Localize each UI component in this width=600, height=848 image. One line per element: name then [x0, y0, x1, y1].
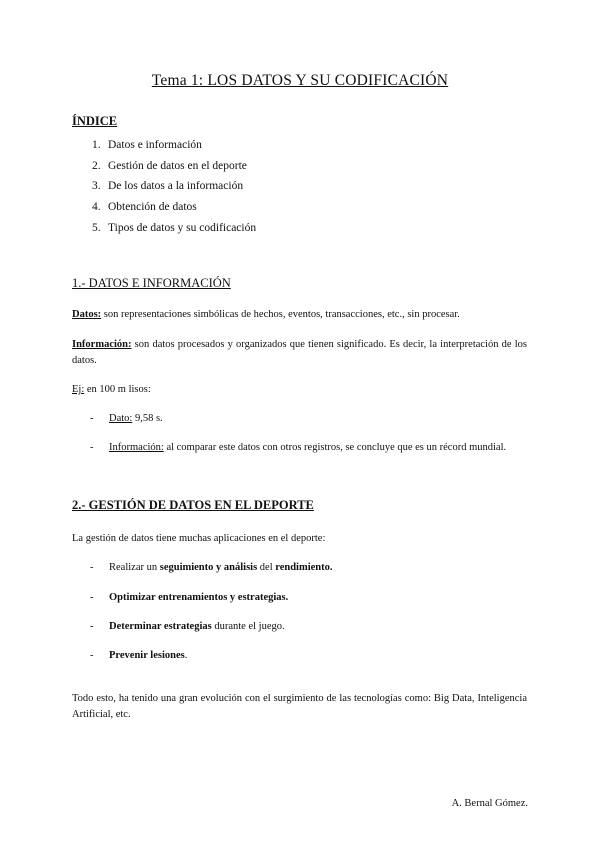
datos-term: Datos: — [72, 309, 102, 320]
index-item-label: Obtención de datos — [108, 201, 197, 214]
index-list — [92, 135, 256, 238]
bullet-plain: Realizar un — [109, 562, 160, 573]
index-heading: ÍNDICE — [72, 114, 118, 128]
bullet-plain: durante el juego. — [211, 621, 285, 632]
datos-definition — [72, 307, 527, 323]
index-item — [92, 176, 256, 197]
section-2-heading: 2.- GESTIÓN DE DATOS EN EL DEPORTE — [72, 498, 314, 512]
bullet-body: al comparar este datos con otros registros, se concluye que es un récord mundial. — [163, 442, 507, 453]
section-1-heading: 1.- DATOS E INFORMACIÓN — [72, 276, 231, 290]
bullet-text — [109, 560, 527, 576]
bullet-plain: . — [184, 650, 188, 661]
bullet-dash: - — [90, 592, 94, 603]
index-item-label: Gestión de datos en el deporte — [108, 159, 247, 172]
bullet-text — [109, 619, 527, 635]
bullet-term: Información: — [109, 442, 164, 453]
index-item-number: 5. — [92, 221, 101, 234]
section-2-intro: La gestión de datos tiene muchas aplicaciones en el deporte: — [72, 533, 326, 544]
bullet-dash: - — [90, 650, 94, 661]
informacion-definition — [72, 337, 527, 368]
bullet-text — [109, 590, 527, 606]
document-title: Tema 1: LOS DATOS Y SU CODIFICACIÓN — [151, 72, 449, 89]
bullet-body: 9,58 s. — [132, 413, 163, 424]
informacion-text: son datos procesados y organizados que tienen significado. Es decir, la interpretación de los datos. — [72, 339, 527, 366]
index-item-label: Datos e información — [108, 139, 202, 151]
bullet-term: Dato: — [109, 413, 133, 424]
bullet-bold: Prevenir lesiones — [109, 650, 185, 661]
author-signature: A. Bernal Gómez. — [451, 798, 528, 809]
index-item — [92, 197, 256, 218]
section-2-closing: Todo esto, ha tenido una gran evolución con el surgimiento de las tecnologías como: Big Data, Inteligencia Artificial, etc. — [72, 693, 527, 720]
example-text: en 100 m lisos: — [84, 384, 151, 395]
datos-text: son representaciones simbólicas de hechos, eventos, transacciones, etc., sin procesar. — [101, 309, 460, 320]
bullet-dash: - — [90, 562, 94, 573]
bullet-dash: - — [90, 621, 94, 632]
index-item-label: De los datos a la información — [108, 180, 244, 193]
bullet-text — [109, 440, 527, 456]
bullet-text — [109, 411, 527, 427]
bullet-bold: rendimiento. — [275, 562, 333, 573]
bullet-text — [109, 648, 527, 664]
index-item-number: 4. — [92, 201, 101, 214]
index-item-label: Tipos de datos y su codificación — [108, 221, 257, 234]
index-item-number: 1. — [92, 139, 101, 151]
bullet-bold: seguimiento y análisis — [159, 562, 258, 573]
index-item-number: 2. — [92, 159, 101, 172]
example-term: Ej: — [72, 384, 85, 395]
bullet-dash: - — [90, 413, 94, 424]
index-item — [92, 218, 256, 239]
bullet-bold: Optimizar entrenamientos y estrategias. — [109, 592, 289, 603]
bullet-plain: del — [257, 562, 276, 573]
index-item-number: 3. — [92, 180, 101, 193]
index-item — [92, 135, 256, 156]
bullet-dash: - — [90, 442, 94, 453]
example-line — [72, 382, 527, 398]
informacion-term: Información: — [72, 339, 132, 350]
index-item — [92, 156, 256, 177]
bullet-bold: Determinar estrategias — [109, 621, 212, 632]
